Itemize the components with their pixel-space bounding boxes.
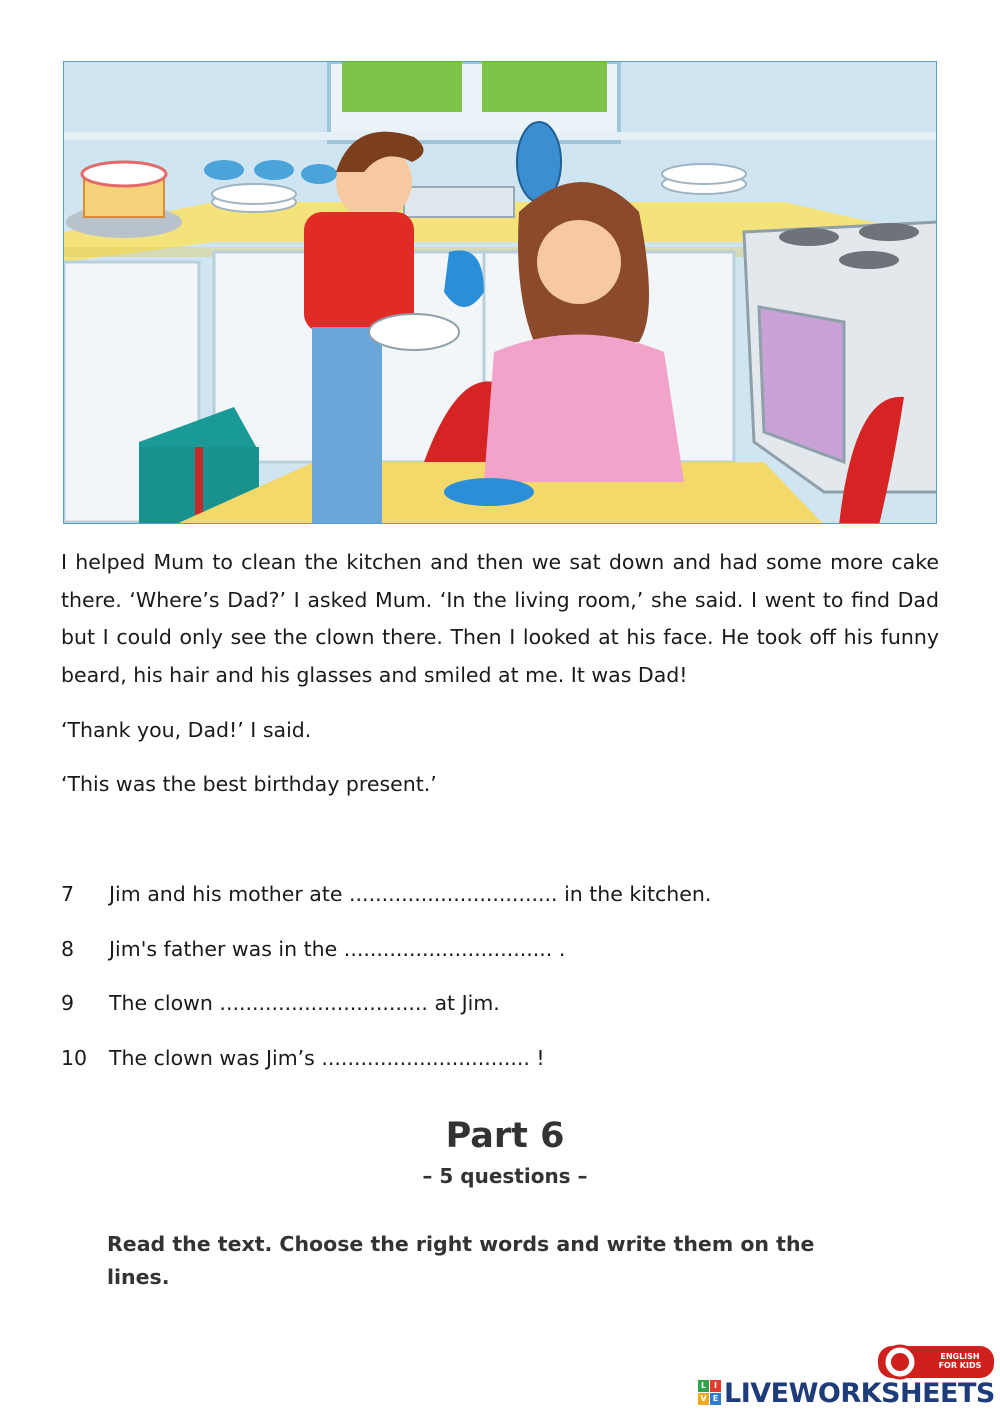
- question-7: [61, 879, 711, 909]
- question-number: 8: [61, 937, 75, 961]
- part-title: Part 6: [445, 1116, 565, 1156]
- question-text: The clown was Jim’s ................................ !: [109, 1046, 545, 1070]
- story-text: [61, 544, 939, 796]
- part-subtitle: – 5 questions –: [422, 1164, 588, 1188]
- question-number: 10: [61, 1046, 88, 1070]
- kitchen-illustration: [63, 61, 937, 524]
- question-9: [61, 988, 500, 1018]
- brand-name: LIVEWORKSHEETS: [724, 1377, 995, 1409]
- question-number: 9: [61, 991, 75, 1015]
- kitchen-scene-icon: [64, 62, 937, 524]
- question-number: 7: [61, 882, 75, 906]
- question-text: The clown ................................ at Jim.: [109, 991, 500, 1015]
- live-letter: L: [698, 1380, 709, 1392]
- question-10: [61, 1043, 545, 1073]
- live-squares-icon: [698, 1380, 722, 1406]
- live-letter: E: [710, 1393, 721, 1405]
- story-paragraph-3: ‘This was the best birthday present.’: [61, 772, 437, 796]
- liveworksheets-brand: [698, 1378, 995, 1408]
- badge-text: ENGLISH FOR KIDS: [938, 1352, 982, 1370]
- question-text: Jim and his mother ate ................................ in the kitchen.: [109, 882, 712, 906]
- part-instruction: Read the text. Choose the right words and write them on the lines.: [107, 1232, 815, 1289]
- question-8: [61, 934, 565, 964]
- story-paragraph-2: ‘Thank you, Dad!’ I said.: [61, 718, 312, 742]
- question-text: Jim's father was in the ................................ .: [109, 937, 566, 961]
- live-letter: V: [698, 1393, 709, 1405]
- story-paragraph-1: I helped Mum to clean the kitchen and then we sat down and had some more cake there. ‘Where’s Dad?’ I asked Mum. ‘In the living room,’ she said. I went to find Dad but I could only see the clown there. Then I looked at his face. He took off his funny beard, his hair and his glasses and smiled at me. It was Dad!: [61, 550, 939, 687]
- live-letter: I: [710, 1380, 721, 1392]
